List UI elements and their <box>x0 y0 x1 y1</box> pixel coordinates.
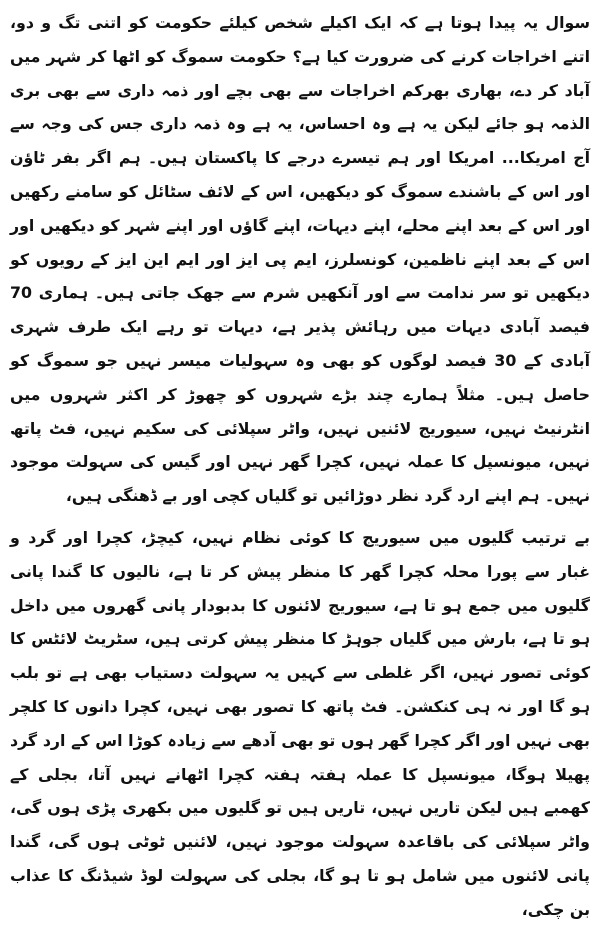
article-paragraph-1: سوال یہ پیدا ہوتا ہے کہ ایک اکیلے شخص کیلئے حکومت کو اتنی تگ و دو، اتنے اخراجات کرنے کی ضرورت کیا ہے؟ حکومت سموگ کو اٹھا کر شہر میں آباد کر دے، بھاری بھرکم اخراجات سے بھی بچے اور ذمہ داری سے بھی بری الذمہ ہو جائے لیکن یہ ہے وہ احساس، یہ ہے وہ ذمہ داری جس کی وجہ سے آج امریکا... امریکا اور ہم تیسرے درجے کا پاکستان ہیں۔ ہم اگر بفر ٹاؤن اور اس کے باشندے سموگ کو دیکھیں، اس کے لائف سٹائل کو سامنے رکھیں اور اس کے بعد اپنے محلے، اپنے دیہات، اپنے گاؤں اور اپنے شہر کو دیکھیں اور اس کے بعد اپنے ناظمین، کونسلرز، ایم پی ایز اور ایم این ایز کے رویوں کو دیکھیں تو سر ندامت سے اور آنکھیں شرم سے جھک جاتی ہیں۔ ہماری 70 فیصد آبادی دیہات میں رہائش پذیر ہے، دیہات تو رہے ایک طرف شہری آبادی کے 30 فیصد لوگوں کو بھی وہ سہولیات میسر نہیں جو سموگ کو حاصل ہیں۔ مثلاً ہمارے چند بڑے شہروں کو چھوڑ کر اکثر شہروں میں انٹرنیٹ نہیں، سیوریج لائنیں نہیں، واٹر سپلائی کی سکیم نہیں، فٹ پاتھ نہیں، میونسپل کا عملہ نہیں، کچرا گھر نہیں اور گیس کی سہولت موجود نہیں۔ ہم اپنے ارد گرد نظر دوڑائیں تو گلیاں کچی اور بے ڈھنگی ہیں، <box>10 13 590 506</box>
article-paragraph-2: بے ترتیب گلیوں میں سیوریج کا کوئی نظام نہیں، کیچڑ، کچرا اور گرد و غبار سے پورا محلہ کچرا گھر کا منظر پیش کر تا ہے، نالیوں کا گندا پانی گلیوں میں جمع ہو تا ہے، سیوریج لائنوں کا بدبودار پانی گھروں میں داخل ہو تا ہے، بارش میں گلیاں جوہڑ کا منظر پیش کرتی ہیں، سٹریٹ لائٹس کا کوئی تصور نہیں، اگر غلطی سے کہیں یہ سہولت دستیاب بھی ہے تو بلب ہو گا اور نہ ہی کنکشن۔ فٹ پاتھ کا تصور بھی نہیں، کچرا دانوں کا کلچر بھی نہیں اور اگر کچرا گھر ہوں تو بھی آدھے سے زیادہ کوڑا اس کے ارد گرد پھیلا ہوگا، میونسپل کا عملہ ہفتہ ہفتہ کچرا اٹھانے نہیں آتا، بجلی کے کھمبے ہیں لیکن تاریں نہیں، تاریں ہیں تو گلیوں میں بکھری پڑی ہوں گی، واٹر سپلائی کی باقاعدہ سہولت موجود نہیں، لائنیں ٹوٹی ہوں گی، گندا پانی لائنوں میں شامل ہو تا ہو گا، بجلی کی سہولت لوڈ شیڈنگ کا عذاب بن چکی، <box>10 527 590 919</box>
